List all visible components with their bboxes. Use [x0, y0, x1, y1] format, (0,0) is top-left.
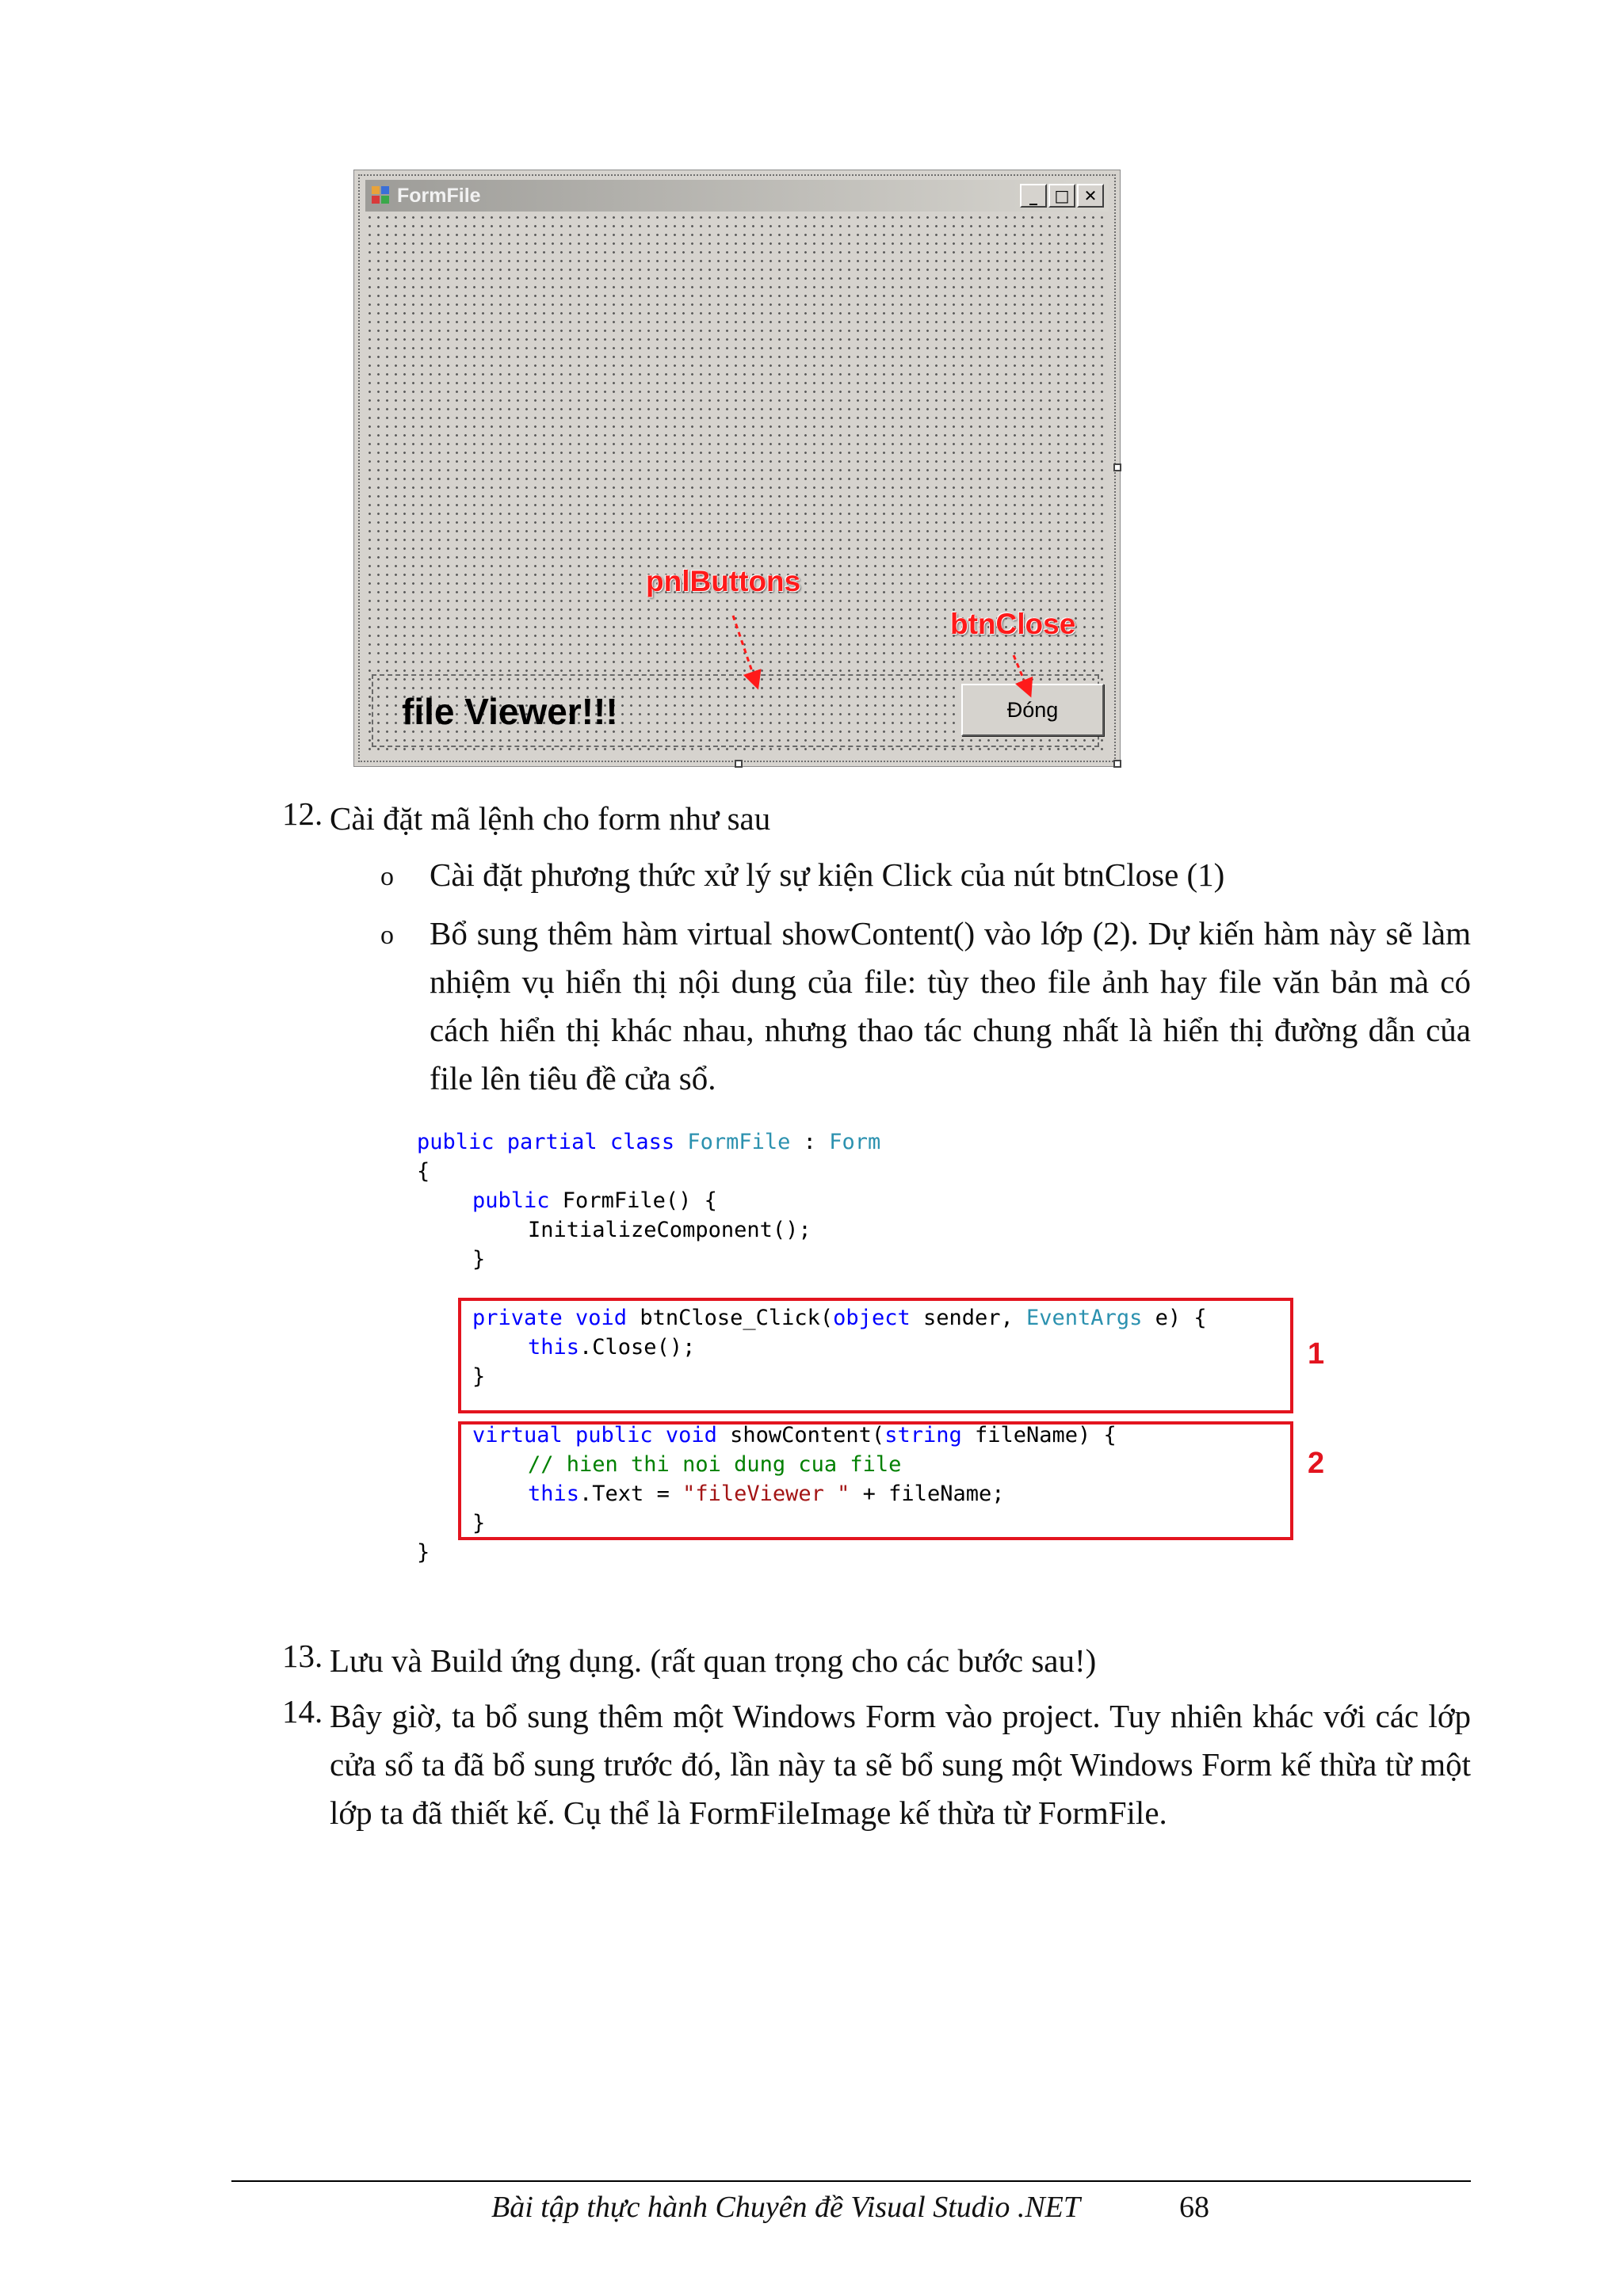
form-designer-screenshot — [353, 170, 1121, 767]
step-13-number: 13. — [282, 1638, 323, 1674]
close-icon: ✕ — [1083, 186, 1098, 205]
window-title: FormFile — [397, 185, 481, 207]
step-12-bullet-2: Bổ sung thêm hàm virtual showContent() vào lớp (2). Dự kiến hàm này sẽ làm nhiệm vụ hiển thị nội dung của file: tùy theo file ảnh hay file văn bản mà có cách hiển thị khác nhau, nhưng thao tác chung nhất là hiển thị đường dẫn của file lên tiêu đề cửa sổ. — [430, 915, 1471, 1097]
resize-handle-right[interactable] — [1113, 463, 1121, 471]
code-line-close-method2: } — [472, 1511, 486, 1535]
form-app-icon — [372, 186, 391, 205]
code-line-btnclose-decl: private void btnClose_Click(object sender, EventArgs e) { — [472, 1306, 1207, 1330]
maximize-icon: □ — [1054, 186, 1070, 205]
maximize-button[interactable] — [1048, 184, 1075, 208]
code-listing — [417, 1130, 1325, 1573]
code-line-close-call: this.Close(); — [528, 1335, 696, 1360]
highlight-label-1: 1 — [1308, 1337, 1325, 1371]
close-window-button[interactable] — [1077, 184, 1104, 208]
bullet-1-marker: o — [380, 862, 394, 891]
step-12-number: 12. — [282, 795, 323, 832]
code-line-close-ctor: } — [472, 1247, 486, 1272]
minimize-button[interactable] — [1020, 184, 1047, 208]
code-line-close-method1: } — [472, 1364, 486, 1389]
footer-rule — [231, 2180, 1471, 2182]
code-line-init: InitializeComponent(); — [528, 1218, 812, 1242]
step-12-bullet-1: Cài đặt phương thức xử lý sự kiện Click của nút btnClose (1) — [430, 856, 1225, 893]
file-viewer-label: file Viewer!!! — [402, 691, 618, 732]
form-client-area — [365, 213, 1109, 757]
code-line-constructor: public FormFile() { — [472, 1188, 717, 1213]
code-line-set-text: this.Text = "fileViewer " + fileName; — [528, 1482, 1005, 1506]
code-line-showcontent-decl: virtual public void showContent(string fileName) { — [472, 1423, 1117, 1447]
pnl-buttons-panel[interactable] — [372, 674, 1099, 747]
step-12-text: Cài đặt mã lệnh cho form như sau — [330, 800, 771, 837]
highlight-box-1 — [458, 1298, 1293, 1413]
callout-pnlbuttons: pnlButtons — [646, 565, 801, 597]
code-line-open-brace: { — [417, 1159, 430, 1184]
bullet-2-marker: o — [380, 921, 394, 950]
resize-handle-corner[interactable] — [1113, 760, 1121, 768]
code-line-class-decl: public partial class FormFile : Form — [417, 1130, 881, 1154]
highlight-label-2: 2 — [1308, 1447, 1325, 1480]
highlight-box-2 — [458, 1421, 1293, 1540]
resize-handle-bottom[interactable] — [735, 760, 743, 768]
step-14-number: 14. — [282, 1693, 323, 1730]
footer-title: Bài tập thực hành Chuyên đề Visual Studio .NET — [491, 2191, 1081, 2224]
step-13-text: Lưu và Build ứng dụng. (rất quan trọng cho các bước sau!) — [330, 1642, 1097, 1679]
step-14-text: Bây giờ, ta bổ sung thêm một Windows Form vào project. Tuy nhiên khác với các lớp cửa sổ ta đã bổ sung trước đó, lần này ta sẽ bổ sung một Windows Form kế thừa từ một lớp ta đã thiết kế. Cụ thể là FormFileImage kế thừa từ FormFile. — [330, 1698, 1471, 1831]
code-line-comment: // hien thi noi dung cua file — [528, 1452, 902, 1477]
callout-btnclose: btnClose — [950, 608, 1076, 640]
minimize-icon: _ — [1029, 186, 1037, 205]
page-number: 68 — [1179, 2191, 1209, 2224]
code-line-close-class: } — [417, 1540, 430, 1565]
window-titlebar — [365, 180, 1109, 212]
btn-close-button[interactable]: Đóng — [961, 684, 1104, 736]
